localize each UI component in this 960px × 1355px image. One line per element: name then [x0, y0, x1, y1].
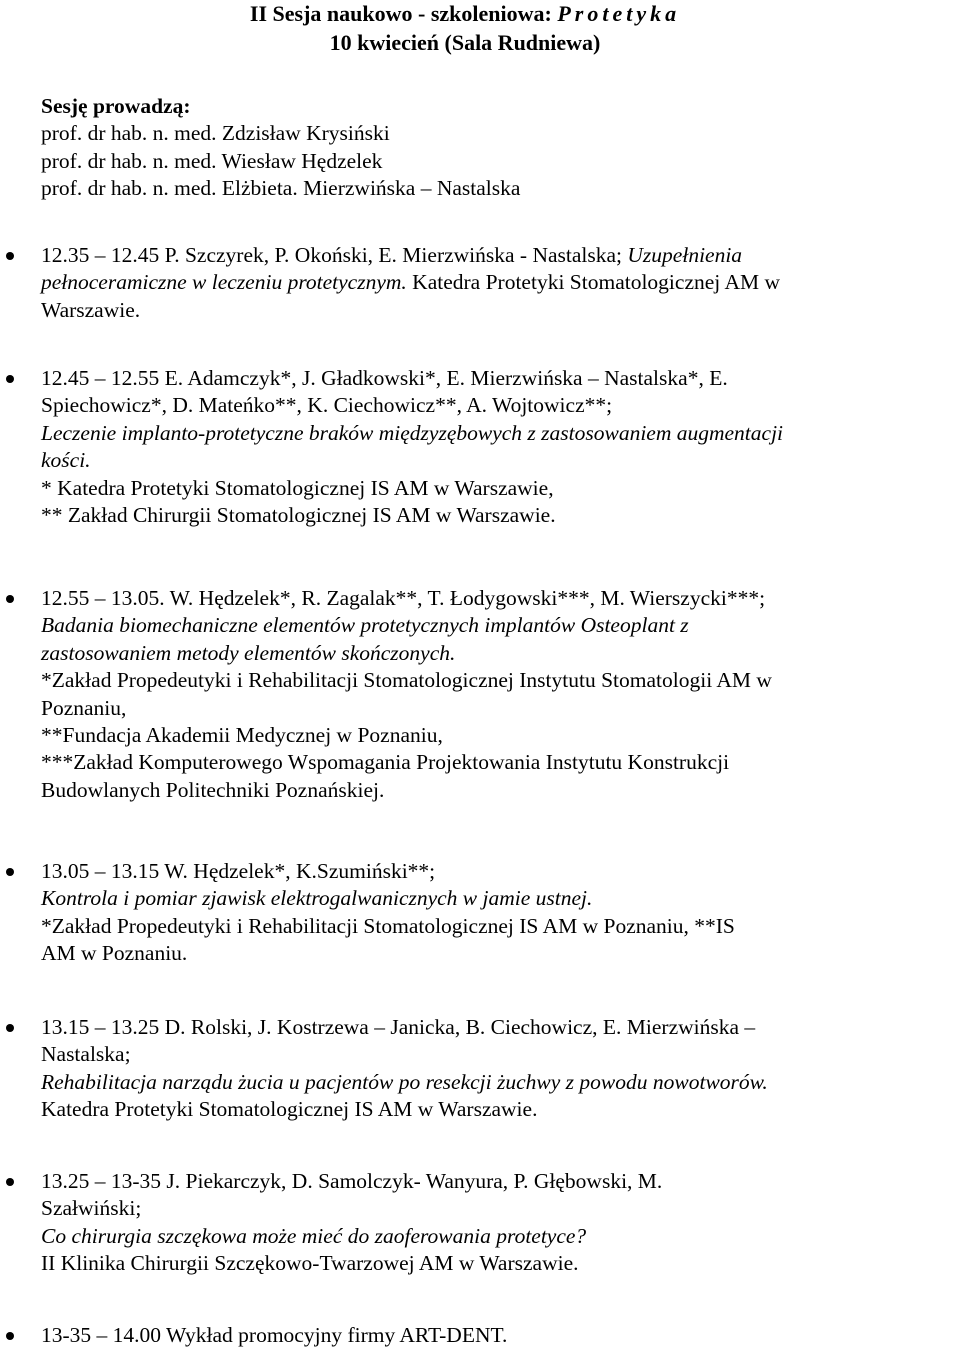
chair-name: prof. dr hab. n. med. Elżbieta. Mierzwińska – Nastalska — [41, 176, 521, 201]
item-title: zastosowaniem metody elementów skończonych. — [41, 640, 456, 665]
item-affiliation: **Fundacja Akademii Medycznej w Poznaniu, — [41, 723, 443, 748]
program-item — [41, 1014, 956, 1124]
item-lecture: 13-35 – 14.00 Wykład promocyjny firmy ART-DENT. — [41, 1323, 508, 1347]
program-item — [41, 858, 956, 968]
item-affiliation: Warszawie. — [41, 297, 141, 322]
item-affiliation: * Katedra Protetyki Stomatologicznej IS AM w Warszawie, — [41, 475, 554, 500]
item-title: kości. — [41, 448, 91, 473]
item-affiliation: ** Zakład Chirurgii Stomatologicznej IS AM w Warszawie. — [41, 503, 556, 528]
item-authors: 13.15 – 13.25 D. Rolski, J. Kostrzewa – Janicka, B. Ciechowicz, E. Mierzwińska – — [41, 1015, 756, 1039]
chairs-label: Sesję prowadzą: — [41, 94, 191, 118]
session-title — [0, 0, 930, 28]
item-authors: 13.05 – 13.15 W. Hędzelek*, K.Szumiński**; — [41, 859, 436, 883]
item-authors: 13.25 – 13-35 J. Piekarczyk, D. Samolczyk- Wanyura, P. Głębowski, M. — [41, 1169, 663, 1193]
bullet-icon — [6, 252, 14, 260]
item-title: Rehabilitacja narządu żucia u pacjentów po resekcji żuchwy z powodu nowotworów. — [41, 1069, 768, 1094]
item-title: Badania biomechaniczne elementów protetycznych implantów Osteoplant z — [41, 613, 689, 638]
item-affiliation: Poznaniu, — [41, 695, 127, 720]
chair-name: prof. dr hab. n. med. Wiesław Hędzelek — [41, 148, 383, 173]
program-item — [41, 1322, 956, 1349]
item-affiliation: Katedra Protetyki Stomatologicznej IS AM w Warszawie. — [41, 1097, 538, 1122]
bullet-icon — [6, 1178, 14, 1186]
item-affiliation: Katedra Protetyki Stomatologicznej AM w — [406, 270, 780, 295]
program-item — [41, 585, 956, 804]
item-line — [41, 242, 956, 269]
bullet-icon — [6, 868, 14, 876]
program-item — [41, 365, 956, 529]
item-affiliation: *Zakład Propedeutyki i Rehabilitacji Stomatologicznej IS AM w Poznaniu, **IS — [41, 913, 735, 938]
session-title-prefix: II Sesja naukowo - szkoleniowa: — [249, 1, 558, 26]
item-authors: 12.35 – 12.45 P. Szczyrek, P. Okoński, E. Mierzwińska - Nastalska; — [41, 243, 628, 267]
item-title: Co chirurgia szczękowa może mieć do zaoferowania protetyce? — [41, 1223, 587, 1248]
item-title: Uzupełnienia — [627, 243, 743, 267]
bullet-icon — [6, 1024, 14, 1032]
item-authors: 12.45 – 12.55 E. Adamczyk*, J. Gładkowski*, E. Mierzwińska – Nastalska*, E. — [41, 366, 728, 390]
item-authors: 12.55 – 13.05. W. Hędzelek*, R. Zagalak**, T. Łodygowski***, M. Wierszycki***; — [41, 586, 766, 610]
program-item — [41, 1168, 956, 1278]
item-authors: Szałwiński; — [41, 1196, 142, 1221]
chair-name: prof. dr hab. n. med. Zdzisław Krysiński — [41, 121, 390, 146]
item-title: Kontrola i pomiar zjawisk elektrogalwanicznych w jamie ustnej. — [41, 886, 593, 911]
item-line — [41, 269, 956, 296]
item-title: pełnoceramiczne w leczeniu protetycznym. — [41, 270, 407, 295]
bullet-icon — [6, 375, 14, 383]
item-affiliation: II Klinika Chirurgii Szczękowo-Twarzowej AM w Warszawie. — [41, 1251, 579, 1276]
item-affiliation: ***Zakład Komputerowego Wspomagania Projektowania Instytutu Konstrukcji — [41, 750, 730, 775]
session-date-room: 10 kwiecień (Sala Rudniewa) — [329, 30, 601, 55]
session-chairs — [41, 93, 941, 203]
item-title: Leczenie implanto-protetyczne braków międzyzębowych z zastosowaniem augmentacji — [41, 420, 784, 445]
bullet-icon — [6, 595, 14, 603]
item-affiliation: AM w Poznaniu. — [41, 941, 188, 966]
item-authors: Nastalska; — [41, 1042, 131, 1067]
bullet-icon — [6, 1332, 14, 1340]
item-authors: Spiechowicz*, D. Mateńko**, K. Ciechowicz**, A. Wojtowicz**; — [41, 393, 613, 418]
program-item — [41, 242, 956, 324]
item-affiliation: Budowlanych Politechniki Poznańskiej. — [41, 777, 385, 802]
session-topic: Protetyka — [557, 1, 681, 26]
item-affiliation: *Zakład Propedeutyki i Rehabilitacji Stomatologicznej Instytutu Stomatologii AM w — [41, 668, 772, 693]
